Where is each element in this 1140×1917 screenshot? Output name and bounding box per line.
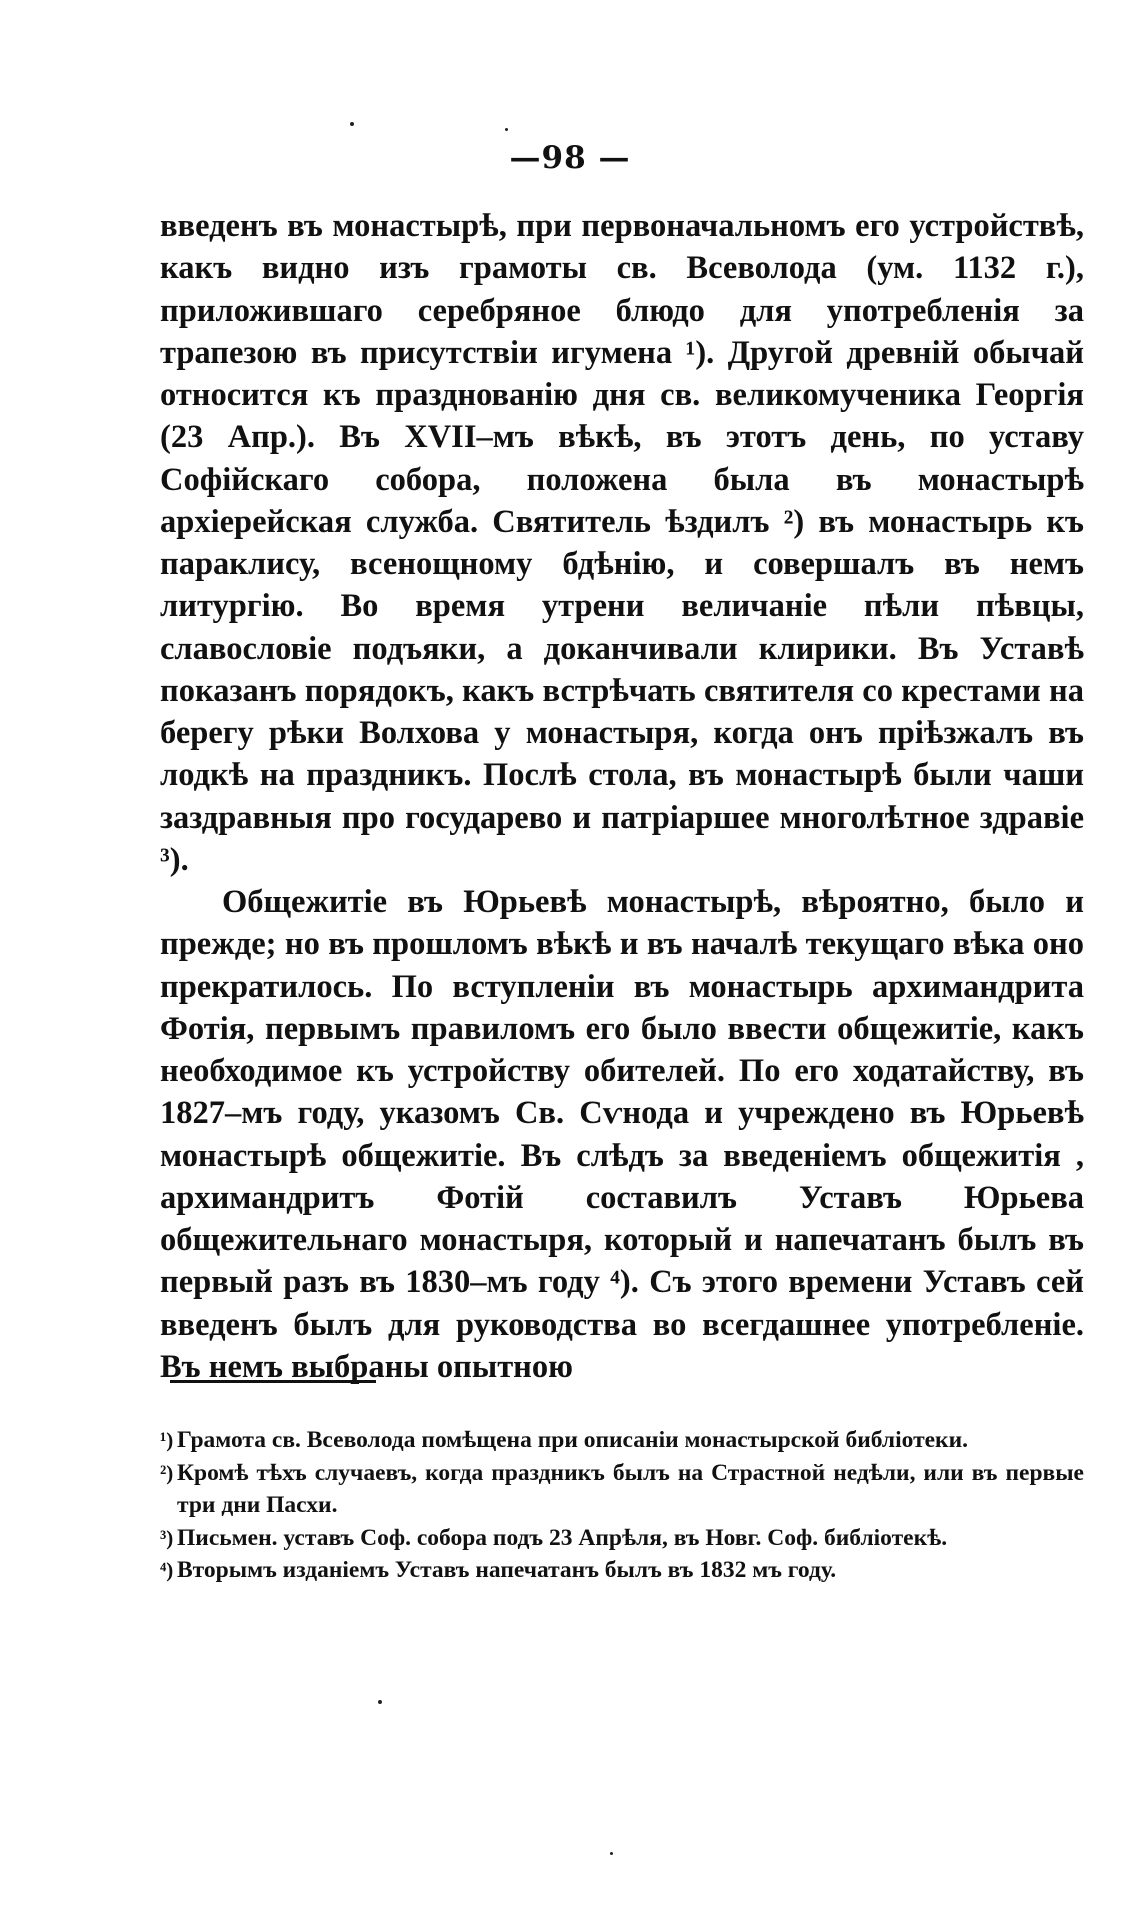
print-speck	[505, 128, 508, 131]
footnote-marker: ¹)	[160, 1428, 174, 1452]
footnote-text: Вторымъ изданіемъ Уставъ напечатанъ былъ въ 1832 мъ году.	[177, 1557, 837, 1583]
page-number: —98 —	[509, 140, 631, 176]
footnote-marker: ³)	[160, 1525, 174, 1550]
footnote-text: Грамота св. Всеволода помѣщена при описаніи монастырской библіотеки.	[177, 1427, 969, 1453]
paragraph-2: Общежитіе въ Юрьевѣ монастырѣ, вѣроятно, было и прежде; но въ прошломъ вѣкѣ и въ началѣ текущаго вѣка оно прекратилось. По вступленіи въ монастырь архимандрита Фотія, первымъ правиломъ его было ввести общежитіе, какъ необходимое къ устройству обителей. По его ходатайству, въ 1827–мъ году, указомъ Св. Сѵнода и учреждено въ Юрьевѣ монастырѣ общежитіе. Въ слѣдъ за введеніемъ общежитія , архимандритъ Фотій составилъ Уставъ Юрьева общежительнаго монастыря, который и напечатанъ былъ въ первый разъ въ 1830–мъ году ⁴). Съ этого времени Уставъ сей введенъ былъ для руководства во всегдашнее употребленіе. Въ немъ выбраны опытною	[160, 884, 1084, 1385]
footnote-3	[160, 1522, 1084, 1555]
main-text	[160, 205, 1084, 1388]
paragraph-1: введенъ въ монастырѣ, при первоначальномъ его устройствѣ, какъ видно изъ грамоты св. Всеволода (ум. 1132 г.), приложившаго серебряное блюдо для употребленія за трапезою въ присутствіи игумена ¹). Другой древній обычай относится къ празднованію дня св. великомученика Георгія (23 Апр.). Въ XVII–мъ вѣкѣ, въ этотъ день, по уставу Софійскаго собора, положена была въ монастырѣ архіерейская служба. Святитель ѣздилъ ²) въ монастырь къ параклису, всенощному бдѣнію, и совершалъ въ немъ литургію. Во время утрени величаніе пѣли пѣвцы, славословіе подъяки, а доканчивали клирики. Въ Уставѣ показанъ порядокъ, какъ встрѣчать святителя со крестами на берегу рѣки Волхова у монастыря, когда онъ пріѣзжалъ въ лодкѣ на праздникъ. Послѣ стола, въ монастырѣ были чаши заздравныя про государево и патріаршее многолѣтное здравіе ³).	[160, 208, 1084, 878]
footnote-1	[160, 1424, 1084, 1457]
print-speck	[350, 122, 354, 126]
footnotes	[160, 1424, 1084, 1587]
footnote-text: Кромѣ тѣхъ случаевъ, когда праздникъ былъ на Страстной недѣли, или въ первые три дни Пасхи.	[177, 1459, 1084, 1518]
footnote-marker: ²)	[160, 1460, 174, 1485]
footnote-2	[160, 1457, 1084, 1522]
print-speck	[378, 1700, 382, 1704]
footnote-text: Письмен. уставъ Соф. собора подъ 23 Апрѣля, въ Новг. Соф. библіотекѣ.	[177, 1524, 948, 1551]
footnote-marker: ⁴)	[160, 1558, 174, 1582]
footnote-separator	[170, 1380, 376, 1383]
footnote-4	[160, 1554, 1084, 1587]
print-speck	[610, 1852, 613, 1855]
